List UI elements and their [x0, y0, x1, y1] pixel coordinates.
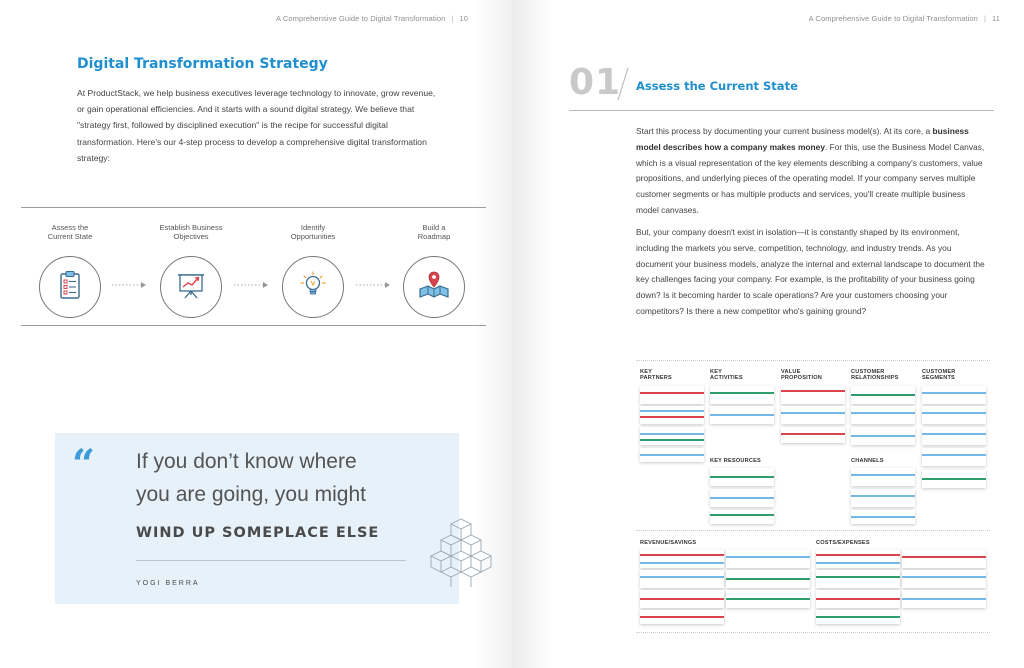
canvas-sticky-note [851, 386, 915, 404]
sticky-note-line [640, 576, 724, 578]
canvas-sticky-note [902, 570, 986, 588]
body-paragraph-2: But, your company doesn't exist in isolation—it is constantly shaped by its environment, including the markets you serve, competition, technology, and industry trends. As you document your business models, analyze the internal and external landscape to document the key challenges facing your company. For example, is the profitability of your business going down? Is it becoming harder to scale operations? Are your customers choosing your competitors? Is there a new competitor who's gaining ground? [636, 227, 985, 316]
sticky-note-line [640, 598, 724, 600]
canvas-sticky-note [851, 510, 915, 524]
canvas-sticky-note [851, 468, 915, 486]
canvas-sticky-note [710, 489, 774, 507]
cubes-icon [426, 515, 496, 591]
canvas-sticky-note [816, 610, 900, 624]
canvas-sticky-note [640, 406, 704, 424]
canvas-sticky-note [710, 386, 774, 404]
presentation-chart-icon [175, 269, 207, 306]
sticky-note-line [851, 394, 915, 396]
sticky-note-line [816, 562, 900, 564]
sticky-note-line [902, 598, 986, 600]
step-circle [282, 256, 344, 318]
process-diagram [21, 207, 486, 326]
pull-quote [55, 433, 459, 604]
canvas-sticky-note [781, 406, 845, 424]
sticky-note-line [710, 414, 774, 416]
map-pin-icon [417, 269, 451, 306]
quote-author: YOGI BERRA [136, 580, 200, 587]
intro-paragraph: At ProductStack, we help business executives leverage technology to innovate, grow revenue, or gain operational efficiencies. And it starts with a sound digital strategy. We believe that "strategy first, followed by disciplined execution" is the recipe for successful digital transformation. Here's our 4-step process to develop a comprehensive digital transformation strategy: [77, 88, 436, 163]
sticky-note-line [640, 392, 704, 394]
sticky-note-line [710, 392, 774, 394]
sticky-note-line [781, 433, 845, 435]
canvas-header-costs: COSTS/EXPENSES [816, 540, 870, 546]
step-assess [30, 223, 110, 318]
sticky-note-line [640, 439, 704, 441]
step-objectives [151, 223, 231, 318]
sticky-note-line [640, 554, 724, 556]
sticky-note-line [816, 598, 900, 600]
canvas-sticky-note [710, 468, 774, 486]
sticky-note-line [640, 454, 704, 456]
lightbulb-icon [297, 269, 329, 306]
sticky-note-line [726, 578, 810, 580]
sticky-note-line [816, 576, 900, 578]
canvas-sticky-note [851, 427, 915, 445]
canvas-sticky-note [781, 427, 845, 443]
step-label: Build a Roadmap [417, 223, 451, 241]
section-number: 01 [569, 62, 622, 103]
sticky-note-line [851, 435, 915, 437]
business-model-canvas [636, 360, 990, 636]
sticky-note-line [710, 476, 774, 478]
canvas-sticky-note [726, 570, 810, 588]
canvas-header-key-activities: KEY ACTIVITIES [710, 369, 743, 382]
step-circle [160, 256, 222, 318]
canvas-sticky-note [816, 590, 900, 608]
step-opportunities [273, 223, 353, 318]
canvas-sticky-note [640, 610, 724, 624]
canvas-sticky-note [922, 427, 986, 445]
quote-divider [136, 560, 406, 561]
canvas-sticky-note [710, 406, 774, 424]
page-title: Digital Transformation Strategy [77, 56, 328, 72]
step-arrow [355, 281, 391, 289]
sticky-note-line [902, 576, 986, 578]
sticky-note-line [922, 433, 986, 435]
canvas-sticky-note [816, 570, 900, 588]
canvas-sticky-note [640, 590, 724, 608]
sticky-note-line [902, 556, 986, 558]
canvas-header-key-partners: KEY PARTNERS [640, 369, 672, 382]
canvas-sticky-note [922, 470, 986, 488]
slash-divider [615, 66, 631, 102]
sticky-note-line [781, 390, 845, 392]
sticky-note-line [816, 616, 900, 618]
canvas-sticky-note [640, 386, 704, 404]
canvas-sticky-note [922, 448, 986, 466]
clipboard-checklist-icon [55, 269, 85, 306]
sticky-note-line [922, 412, 986, 414]
sticky-note-line [851, 412, 915, 414]
running-head-right: A Comprehensive Guide to Digital Transformation | 11 [808, 14, 1000, 23]
sticky-note-line [710, 497, 774, 499]
canvas-sticky-note [851, 489, 915, 507]
step-arrow [111, 281, 147, 289]
canvas-header-customer-relationships: CUSTOMER RELATIONSHIPS [851, 369, 899, 382]
quote-line-2: you are going, you might [136, 483, 366, 506]
step-label: Identify Opportunities [290, 223, 336, 241]
canvas-sticky-note [816, 550, 900, 568]
quote-line-1: If you don’t know where [136, 450, 357, 473]
canvas-sticky-note [640, 427, 704, 445]
step-label: Assess the Current State [47, 223, 93, 241]
title-rule [569, 110, 994, 111]
canvas-header-revenue: REVENUE/SAVINGS [640, 540, 697, 546]
canvas-sticky-note [640, 448, 704, 462]
step-label: Establish Business Objectives [159, 223, 223, 241]
sticky-note-line [781, 412, 845, 414]
canvas-header-value-proposition: VALUE PROPOSITION [781, 369, 823, 382]
quote-emphasis: WIND UP SOMEPLACE ELSE [136, 525, 380, 541]
canvas-sticky-note [922, 406, 986, 424]
canvas-sticky-note [640, 550, 724, 568]
running-head-text: A Comprehensive Guide to Digital Transformation [276, 14, 446, 23]
sticky-note-line [640, 433, 704, 435]
sticky-note-line [851, 495, 915, 497]
sticky-note-line [640, 616, 724, 618]
section-title: Assess the Current State [636, 79, 798, 93]
sticky-note-line [922, 478, 986, 480]
canvas-sticky-note [640, 570, 724, 588]
sticky-note-line [922, 392, 986, 394]
running-head-text: A Comprehensive Guide to Digital Transformation [808, 14, 978, 23]
sticky-note-line [851, 474, 915, 476]
sticky-note-line [726, 556, 810, 558]
right-page [512, 0, 1024, 668]
canvas-sticky-note [902, 590, 986, 608]
running-head-left: A Comprehensive Guide to Digital Transformation | 10 [276, 14, 468, 23]
sticky-note-line [640, 562, 724, 564]
sticky-note-line [922, 454, 986, 456]
step-roadmap [394, 223, 474, 318]
canvas-sticky-note [726, 550, 810, 568]
sticky-note-line [851, 516, 915, 518]
body-paragraph-1: Start this process by documenting your current business model(s). At its core, a business model describes how a company makes money. For this, use the Business Model Canvas, which is a visual representation of the key elements describing a company's customers, value propositions, and underlying pieces of the operating model. If your company serves multiple customer segments or has multiple products and services, you'll create multiple business model canvases. [636, 126, 985, 215]
step-arrow [233, 281, 269, 289]
step-circle [403, 256, 465, 318]
canvas-header-channels: CHANNELS [851, 458, 884, 464]
sticky-note-line [640, 410, 704, 412]
page-number-right: 11 [992, 14, 1000, 23]
canvas-sticky-note [710, 510, 774, 524]
canvas-header-key-resources: KEY RESOURCES [710, 458, 761, 464]
sticky-note-line [816, 554, 900, 556]
sticky-note-line [726, 598, 810, 600]
canvas-header-customer-segments: CUSTOMER SEGMENTS [922, 369, 956, 382]
page-number-left: 10 [459, 14, 468, 23]
canvas-sticky-note [902, 550, 986, 568]
step-circle [39, 256, 101, 318]
sticky-note-line [710, 514, 774, 516]
canvas-sticky-note [726, 590, 810, 608]
canvas-sticky-note [781, 386, 845, 404]
canvas-sticky-note [922, 386, 986, 404]
quote-mark-icon: “ [72, 441, 96, 488]
sticky-note-line [640, 416, 704, 418]
canvas-sticky-note [851, 406, 915, 424]
